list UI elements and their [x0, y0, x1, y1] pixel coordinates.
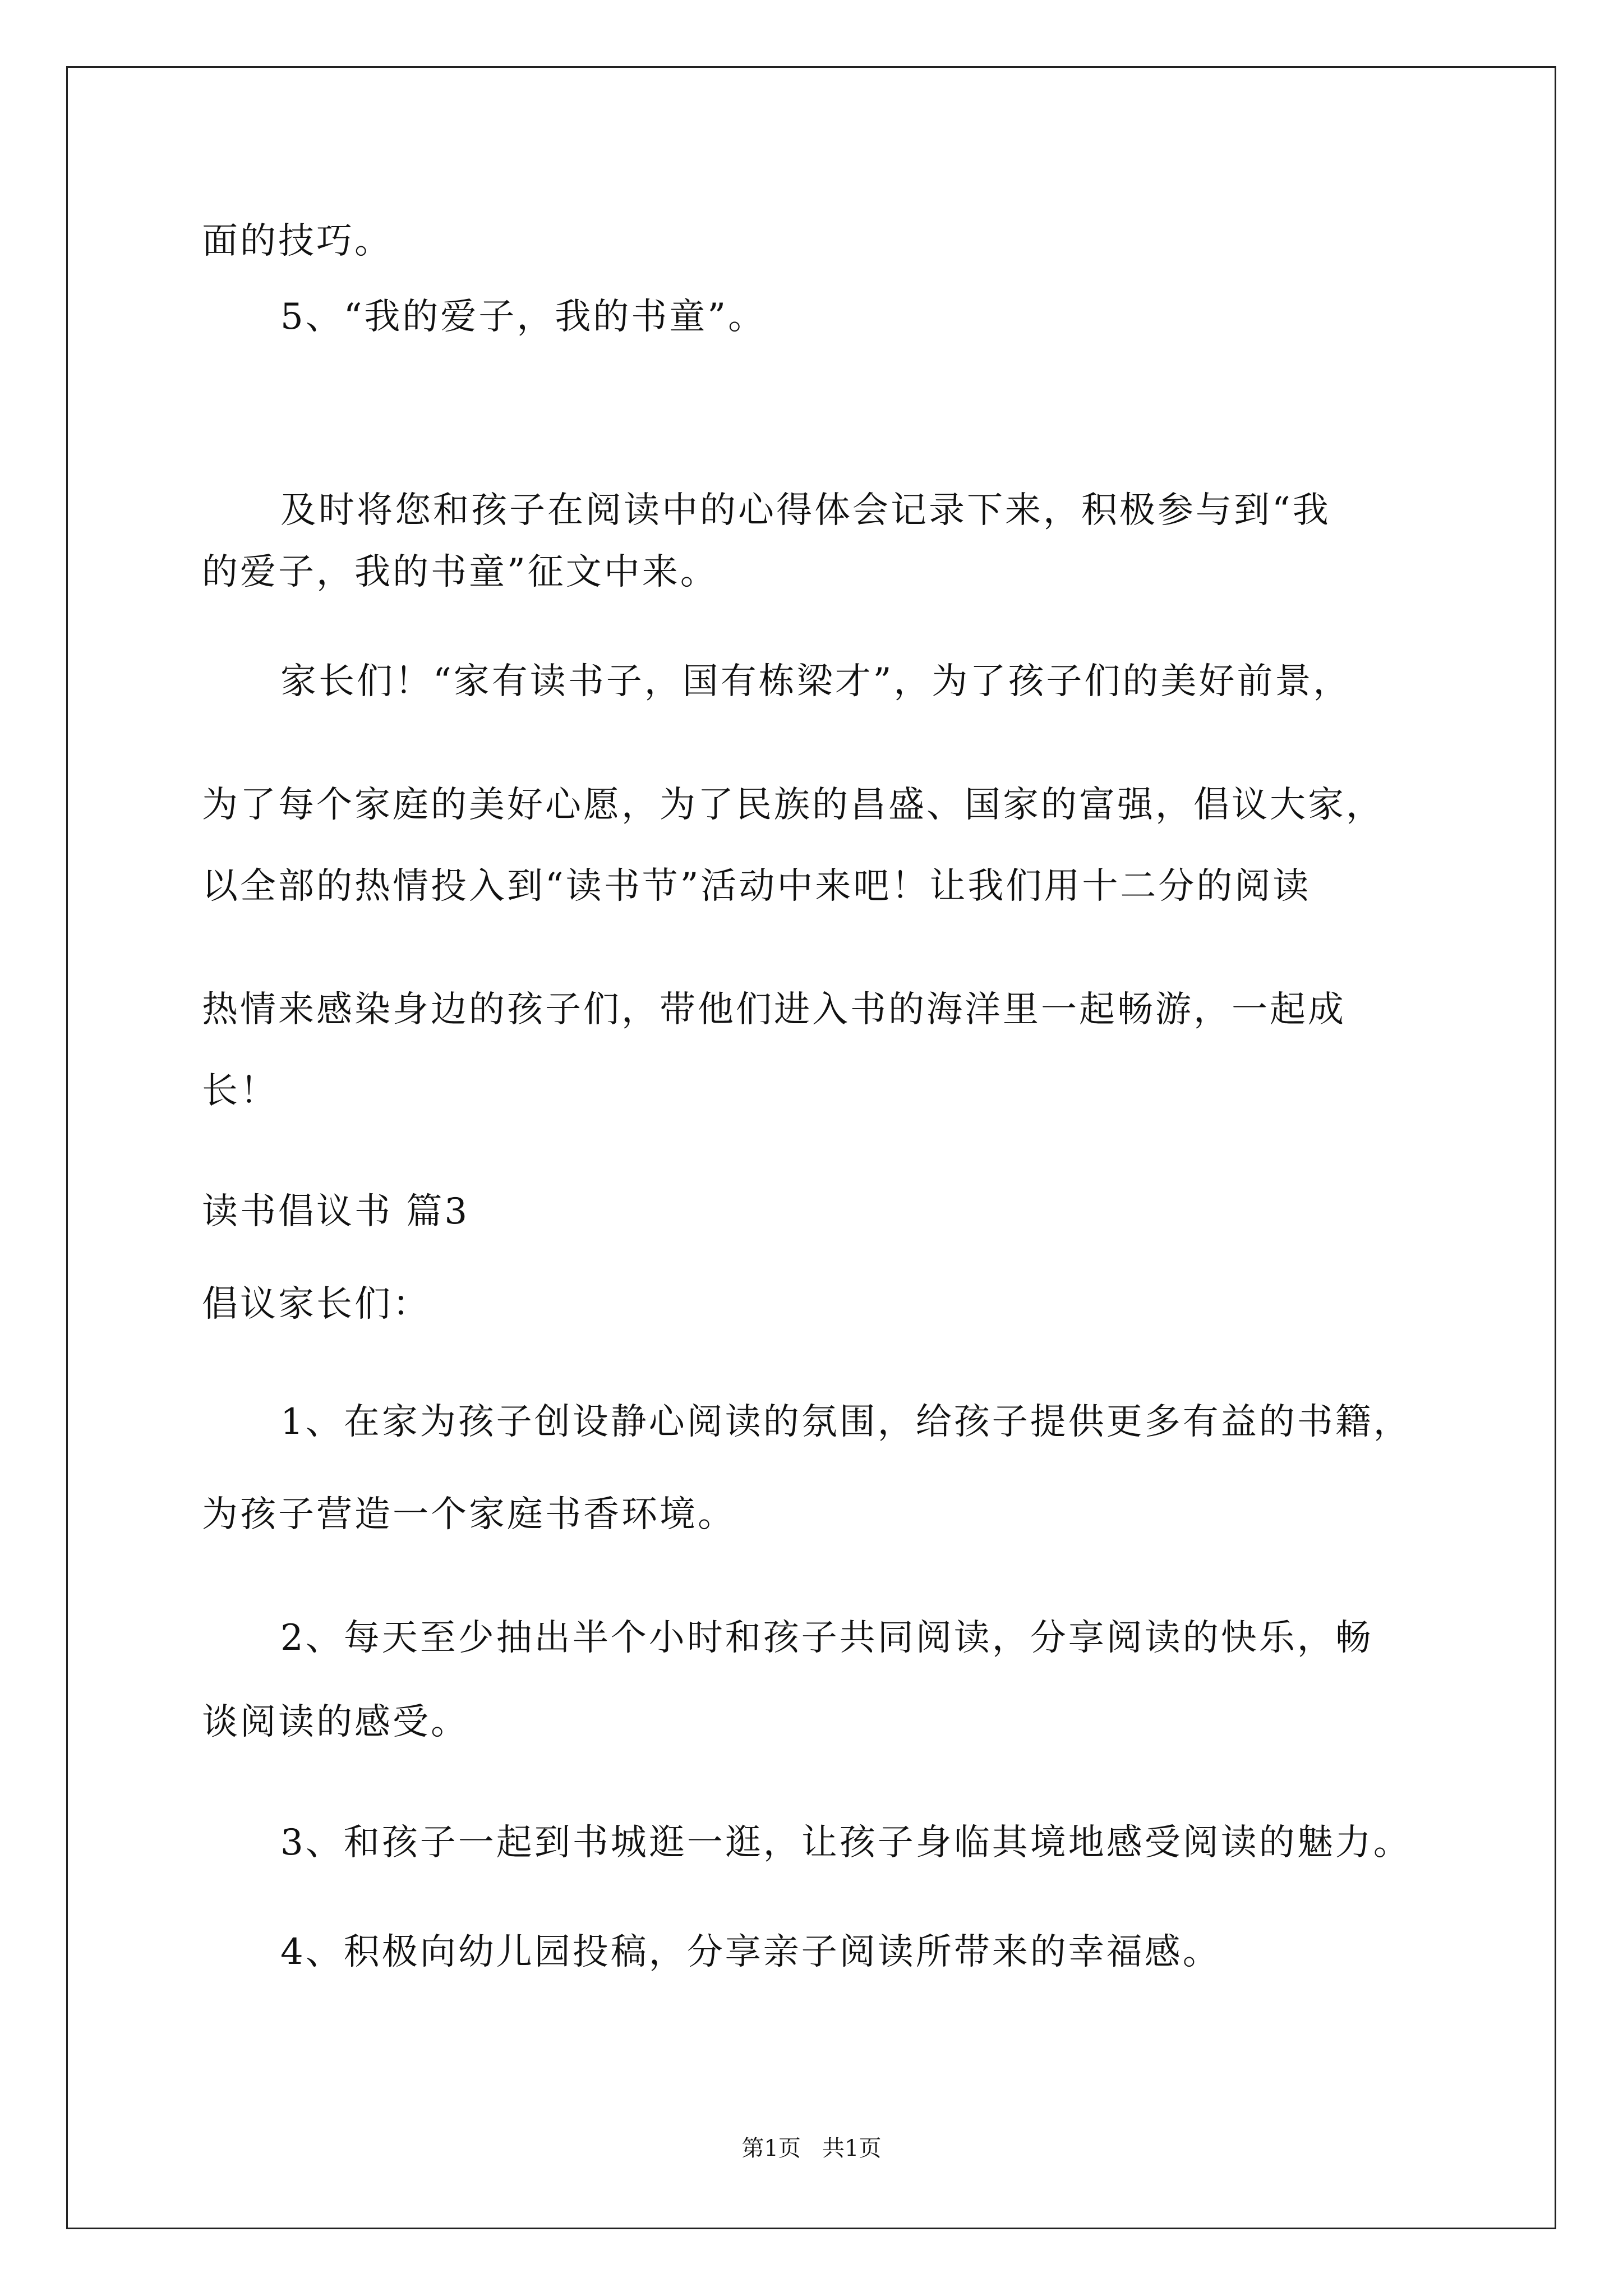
paragraph-line: 长！: [202, 1070, 278, 1112]
page-footer: 第1页 共1页: [741, 2136, 882, 2161]
paragraph-line: 热情来感染身边的孩子们，带他们进入书的海洋里一起畅游，一起成: [202, 989, 1346, 1030]
paragraph-line: 为孩子营造一个家庭书香环境。: [202, 1494, 736, 1535]
list-item-heading: 5、“我的爱子，我的书童”。: [280, 296, 767, 338]
list-item: 2、每天至少抽出半个小时和孩子共同阅读，分享阅读的快乐，畅: [280, 1617, 1373, 1659]
list-item: 4、积极向幼儿园投稿，分享亲子阅读所带来的幸福感。: [280, 1931, 1221, 1973]
page-border: [66, 66, 1556, 2229]
section-heading: 读书倡议书 篇3: [202, 1191, 470, 1232]
paragraph-line: 以全部的热情投入到“读书节”活动中来吧！让我们用十二分的阅读: [202, 866, 1311, 907]
paragraph-line: 及时将您和孩子在阅读中的心得体会记录下来，积极参与到“我: [280, 490, 1331, 531]
paragraph-line: 为了每个家庭的美好心愿，为了民族的昌盛、国家的富强，倡议大家，: [202, 784, 1384, 826]
paragraph-line: 面的技巧。: [202, 220, 393, 262]
list-item: 1、在家为孩子创设静心阅读的氛围，给孩子提供更多有益的书籍，: [280, 1401, 1412, 1443]
paragraph-line: 家长们！“家有读书子，国有栋梁才”，为了孩子们的美好前景，: [280, 661, 1352, 702]
list-item: 3、和孩子一起到书城逛一逛，让孩子身临其境地感受阅读的魅力。: [280, 1822, 1412, 1864]
paragraph-line: 的爱子，我的书童”征文中来。: [202, 551, 718, 593]
paragraph-line: 倡议家长们：: [202, 1283, 431, 1325]
paragraph-line: 谈阅读的感受。: [202, 1701, 469, 1743]
